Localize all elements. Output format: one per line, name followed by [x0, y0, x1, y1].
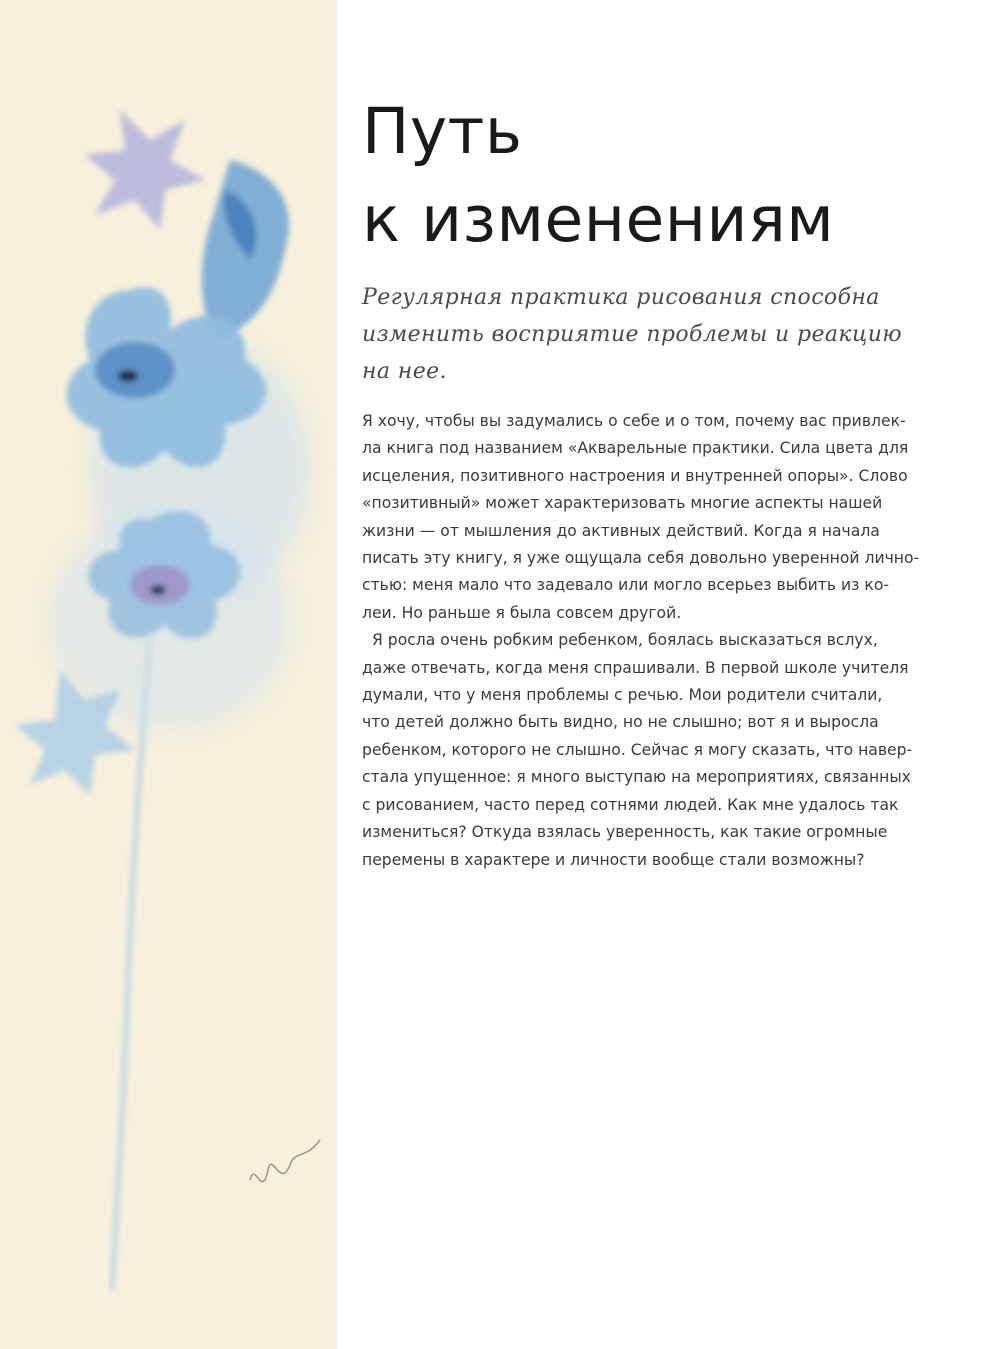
body-text	[362, 408, 920, 874]
lead-quote	[362, 279, 922, 390]
text-line: думали, что у меня проблемы с речью. Мои родители считали,	[362, 686, 883, 705]
text-line: ла книга под названием «Акварельные практики. Сила цвета для	[362, 439, 909, 458]
text-line: «позитивный» может характеризовать многие аспекты нашей	[362, 494, 883, 513]
paragraph-2	[362, 627, 913, 874]
text-line: жизни — от мышления до активных действий. Когда я начала	[362, 521, 880, 540]
text-line: ребенком, которого не слышно. Сейчас я могу сказать, что навер-	[362, 740, 913, 759]
chapter-title	[362, 88, 834, 264]
title-line: к изменениям	[362, 183, 835, 256]
watercolor-illustration-panel	[0, 0, 337, 1349]
lead-line: на нее.	[362, 359, 447, 384]
lead-line: изменить восприятие проблемы и реакцию	[362, 322, 903, 347]
text-line: с рисованием, часто перед сотнями людей. Как мне удалось так	[362, 795, 899, 814]
text-line: измениться? Откуда взялась уверенность, как такие огромные	[362, 823, 888, 842]
text-line: писать эту книгу, я уже ощущала себя довольно уверенной лично-	[362, 549, 920, 568]
paragraph-1	[362, 408, 920, 627]
title-line: Путь	[362, 95, 523, 168]
text-line: Я росла очень робким ребенком, боялась высказаться вслух,	[372, 631, 878, 650]
text-line: стала упущенное: я много выступаю на мероприятиях, связанных	[362, 768, 911, 787]
artist-signature	[250, 1140, 320, 1182]
text-line: исцеления, позитивного настроения и внутренней опоры». Слово	[362, 466, 908, 485]
watercolor-flower-illustration	[0, 0, 337, 1349]
top-flower	[85, 110, 205, 230]
text-line: что детей должно быть видно, но не слышно; вот я и выросла	[362, 713, 879, 732]
upper-flower	[202, 160, 289, 340]
text-line: даже отвечать, когда меня спрашивали. В первой школе учителя	[362, 658, 909, 677]
text-line: леи. Но раньше я была совсем другой.	[362, 603, 682, 622]
lead-line: Регулярная практика рисования способна	[362, 285, 880, 310]
text-line: Я хочу, чтобы вы задумались о себе и о том, почему вас привлек-	[362, 412, 906, 430]
text-line: стью: меня мало что задевало или могло всерьез выбить из ко-	[362, 576, 889, 595]
text-line: перемены в характере и личности вообще стали возможны?	[362, 850, 865, 869]
